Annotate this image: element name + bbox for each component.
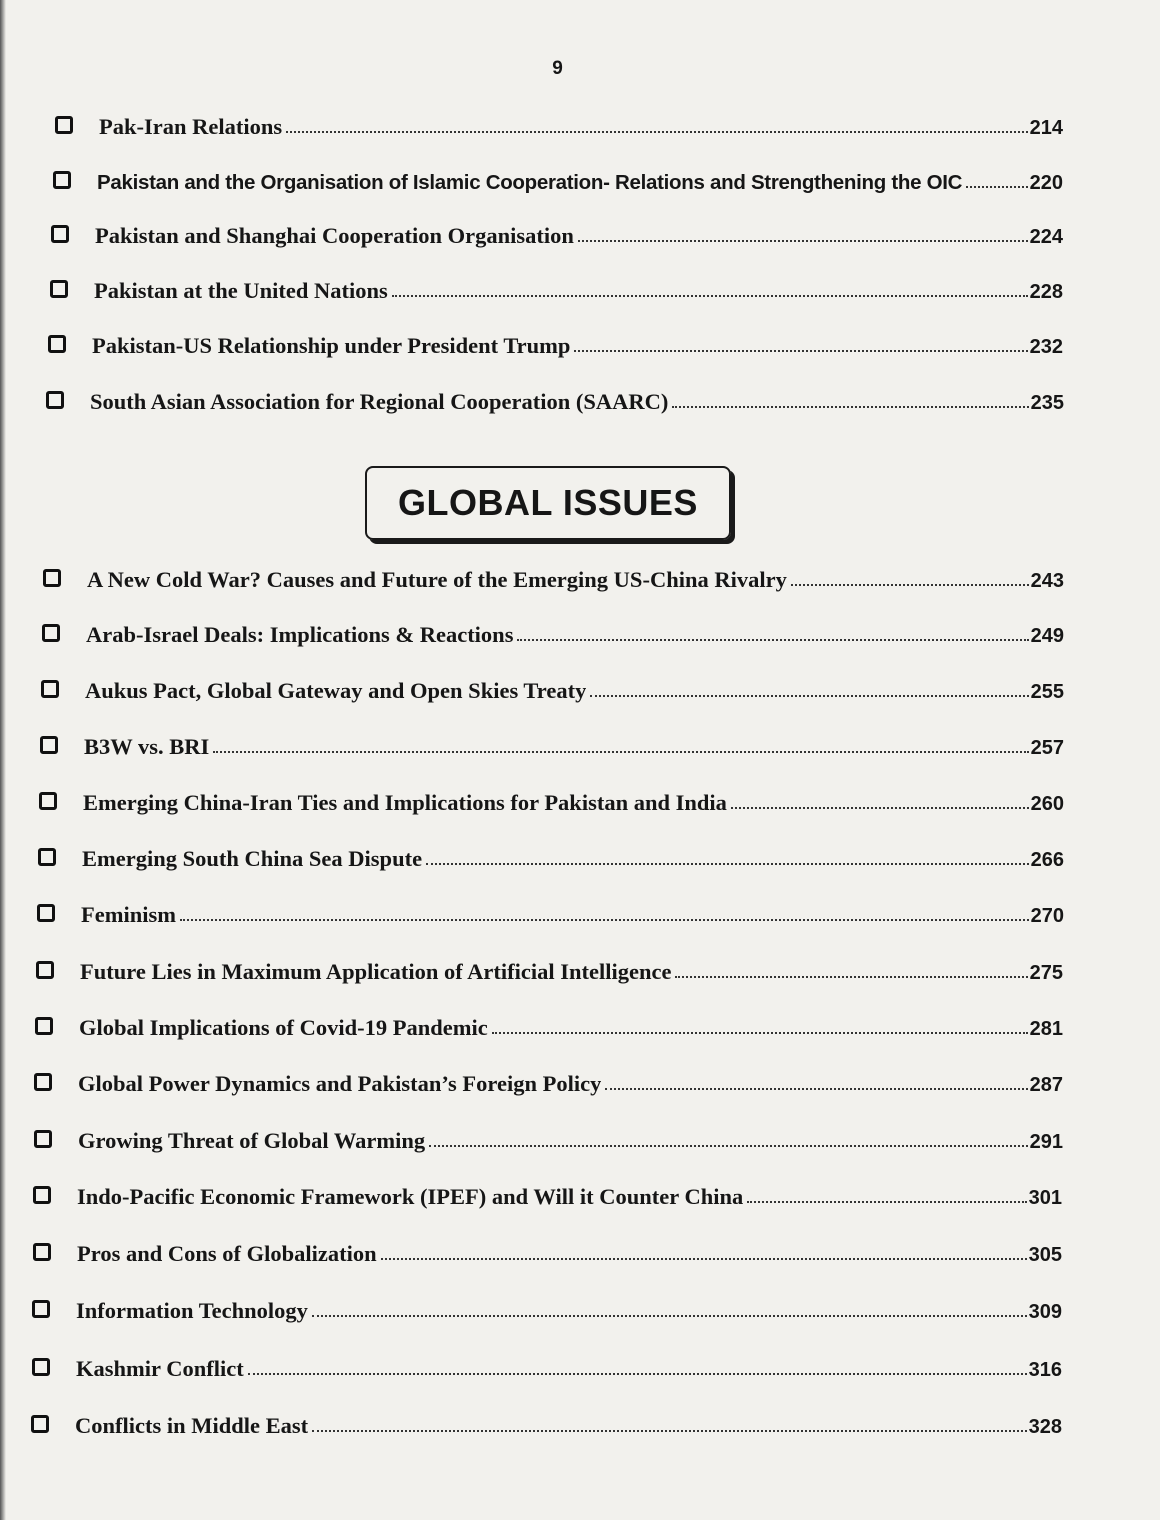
checkbox-bullet-icon: [48, 335, 66, 353]
toc-entry[interactable]: [53, 163, 1063, 195]
toc-entry-title: South Asian Association for Regional Cooperation (SAARC): [90, 389, 669, 414]
toc-entry-page: 328: [1028, 1416, 1062, 1438]
toc-entry[interactable]: [48, 327, 1063, 359]
toc-entry[interactable]: [41, 672, 1064, 704]
dot-leader: [286, 131, 1027, 133]
toc-entry-title: Pros and Cons of Globalization: [77, 1241, 377, 1266]
toc-entry[interactable]: [40, 728, 1064, 760]
checkbox-bullet-icon: [53, 171, 71, 189]
toc-entry-title: Growing Threat of Global Warming: [78, 1128, 426, 1153]
toc-entry-title: Global Power Dynamics and Pakistan’s Foreign Policy: [78, 1071, 602, 1096]
dot-leader: [248, 1373, 1027, 1375]
toc-entry-page: 243: [1030, 570, 1064, 592]
toc-entry-title: Feminism: [81, 902, 176, 927]
toc-entry[interactable]: [37, 896, 1064, 928]
page-edge-shadow: [0, 0, 6, 1520]
dot-leader: [213, 751, 1028, 753]
toc-entry[interactable]: [34, 1065, 1063, 1097]
toc-entry-page: 275: [1029, 962, 1063, 984]
dot-leader: [574, 350, 1027, 352]
toc-entry-title: Emerging China-Iran Ties and Implications for Pakistan and India: [83, 790, 727, 815]
dot-leader: [392, 295, 1028, 297]
dot-leader: [180, 919, 1029, 921]
toc-entry-title: Pakistan-US Relationship under President Trump: [92, 333, 571, 358]
toc-entry-page: 309: [1028, 1301, 1062, 1323]
checkbox-bullet-icon: [32, 1300, 50, 1318]
dot-leader: [731, 807, 1029, 809]
toc-entry[interactable]: [34, 1122, 1063, 1154]
checkbox-bullet-icon: [40, 736, 58, 754]
toc-entry[interactable]: [51, 217, 1063, 249]
toc-entry[interactable]: [36, 953, 1063, 985]
dot-leader: [492, 1032, 1028, 1034]
dot-leader: [426, 863, 1029, 865]
checkbox-bullet-icon: [34, 1073, 52, 1091]
toc-entry[interactable]: [42, 616, 1064, 648]
toc-entry-title: Conflicts in Middle East: [75, 1413, 309, 1438]
dot-leader: [578, 240, 1028, 242]
toc-entry[interactable]: [31, 1407, 1062, 1439]
checkbox-bullet-icon: [31, 1415, 49, 1433]
checkbox-bullet-icon: [42, 624, 60, 642]
section-heading: GLOBAL ISSUES: [398, 482, 698, 523]
toc-entry-title: Future Lies in Maximum Application of Artificial Intelligence: [80, 959, 672, 984]
checkbox-bullet-icon: [43, 569, 61, 587]
checkbox-bullet-icon: [36, 961, 54, 979]
toc-entry-title: Emerging South China Sea Dispute: [82, 846, 423, 871]
toc-entry-title: B3W vs. BRI: [84, 734, 210, 759]
toc-entry[interactable]: [55, 108, 1063, 140]
checkbox-bullet-icon: [39, 792, 57, 810]
toc-entry[interactable]: [33, 1235, 1062, 1267]
toc-entry-page: 301: [1028, 1187, 1062, 1209]
checkbox-bullet-icon: [37, 904, 55, 922]
toc-entry-page: 224: [1029, 226, 1063, 248]
checkbox-bullet-icon: [46, 391, 64, 409]
page-number: 9: [552, 58, 563, 79]
toc-entry-title: Information Technology: [76, 1298, 308, 1323]
toc-entry[interactable]: [32, 1292, 1062, 1324]
toc-entry-page: 266: [1030, 849, 1064, 871]
dot-leader: [791, 584, 1029, 586]
checkbox-bullet-icon: [55, 116, 73, 134]
toc-entry[interactable]: [35, 1009, 1063, 1041]
toc-entry[interactable]: [33, 1178, 1062, 1210]
toc-entry-page: 260: [1030, 793, 1064, 815]
toc-entry-title: Aukus Pact, Global Gateway and Open Skies Treaty: [85, 678, 587, 703]
toc-entry-title: Global Implications of Covid-19 Pandemic: [79, 1015, 488, 1040]
toc-entry-page: 270: [1030, 905, 1064, 927]
toc-entry-title: Arab-Israel Deals: Implications & Reactions: [86, 622, 514, 647]
toc-entry-title: Pakistan and the Organisation of Islamic Cooperation- Relations and Strengthening the OIC: [97, 171, 963, 194]
toc-entry-page: 220: [1029, 172, 1063, 194]
toc-entry[interactable]: [50, 272, 1063, 304]
checkbox-bullet-icon: [35, 1017, 53, 1035]
dot-leader: [312, 1315, 1027, 1317]
dot-leader: [429, 1145, 1028, 1147]
dot-leader: [605, 1088, 1027, 1090]
toc-entry-title: A New Cold War? Causes and Future of the Emerging US-China Rivalry: [87, 567, 787, 592]
dot-leader: [590, 695, 1028, 697]
toc-entry-page: 281: [1029, 1018, 1063, 1040]
checkbox-bullet-icon: [38, 848, 56, 866]
toc-entry-title: Kashmir Conflict: [76, 1356, 244, 1381]
dot-leader: [672, 406, 1028, 408]
checkbox-bullet-icon: [41, 680, 59, 698]
dot-leader: [312, 1430, 1026, 1432]
toc-entry[interactable]: [43, 561, 1064, 593]
checkbox-bullet-icon: [50, 280, 68, 298]
toc-entry-page: 235: [1030, 392, 1064, 414]
checkbox-bullet-icon: [33, 1243, 51, 1261]
toc-entry-title: Pak-Iran Relations: [99, 114, 283, 139]
toc-entry-page: 287: [1029, 1074, 1063, 1096]
toc-entry-page: 214: [1029, 117, 1063, 139]
dot-leader: [381, 1258, 1027, 1260]
toc-entry-page: 257: [1030, 737, 1064, 759]
dot-leader: [966, 186, 1027, 188]
dot-leader: [517, 639, 1028, 641]
toc-entry[interactable]: [38, 840, 1064, 872]
toc-entry-page: 228: [1029, 281, 1063, 303]
toc-entry-title: Pakistan at the United Nations: [94, 278, 388, 303]
toc-entry-title: Pakistan and Shanghai Cooperation Organisation: [95, 223, 574, 248]
dot-leader: [747, 1201, 1026, 1203]
section-heading-box: [365, 466, 731, 540]
toc-entry[interactable]: [32, 1350, 1062, 1382]
toc-entry-page: 249: [1030, 625, 1064, 647]
toc-entry[interactable]: [46, 383, 1064, 415]
toc-entry-page: 232: [1029, 336, 1063, 358]
dot-leader: [675, 976, 1027, 978]
toc-entry[interactable]: [39, 784, 1064, 816]
checkbox-bullet-icon: [33, 1186, 51, 1204]
toc-entry-page: 291: [1029, 1131, 1063, 1153]
checkbox-bullet-icon: [32, 1358, 50, 1376]
toc-entry-page: 255: [1030, 681, 1064, 703]
checkbox-bullet-icon: [51, 225, 69, 243]
toc-entry-title: Indo-Pacific Economic Framework (IPEF) and Will it Counter China: [77, 1184, 744, 1209]
checkbox-bullet-icon: [34, 1130, 52, 1148]
toc-entry-page: 316: [1028, 1359, 1062, 1381]
toc-entry-page: 305: [1028, 1244, 1062, 1266]
